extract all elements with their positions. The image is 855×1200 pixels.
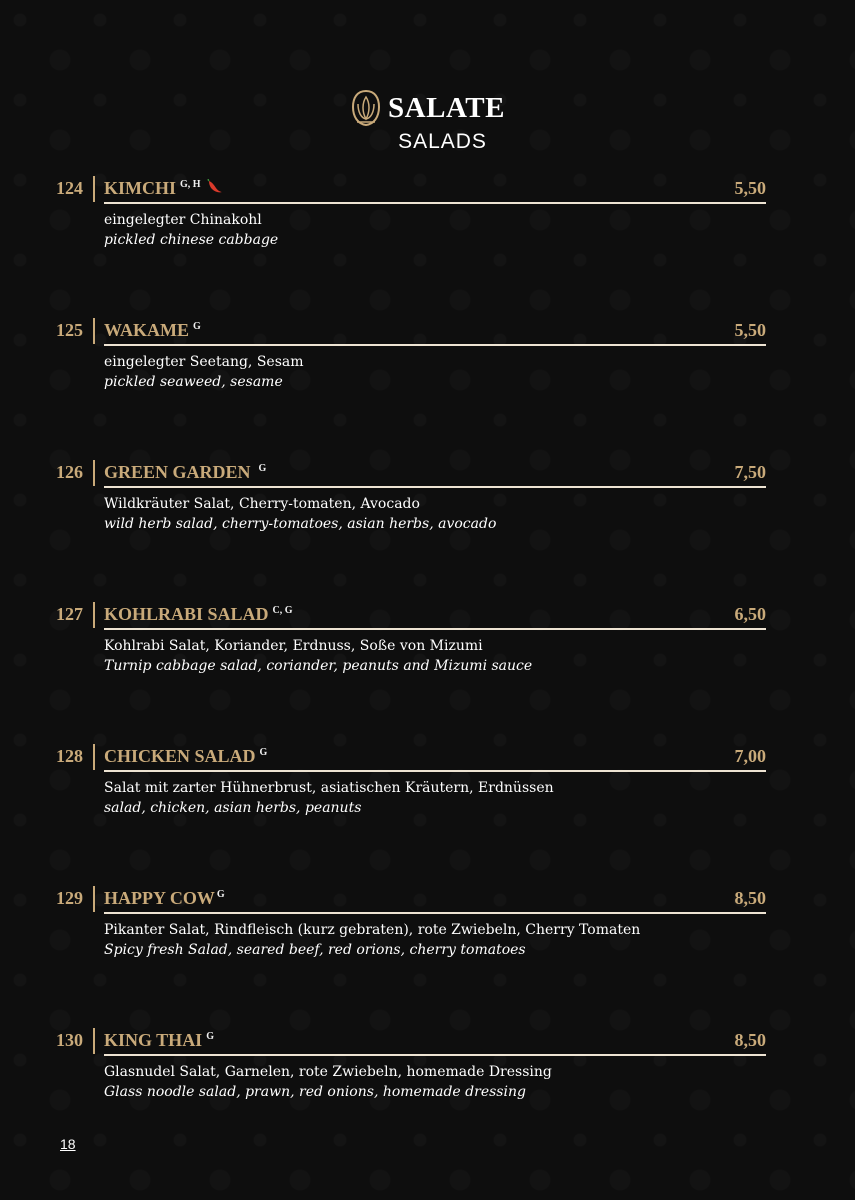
item-name: KOHLRABI SALAD [104,604,269,624]
description-german: Wildkräuter Salat, Cherry-tomaten, Avocado [104,496,420,512]
item-name: KIMCHI [104,178,176,198]
item-allergens: G [259,747,268,758]
menu-item-header [56,462,766,488]
divider-line [104,628,766,630]
item-description [104,920,766,960]
item-allergens: G [193,321,201,332]
divider-line [104,344,766,346]
item-allergens: G, H [180,179,201,190]
item-number: 124 [56,178,83,198]
menu-item-header [56,1030,766,1056]
item-name: CHICKEN SALAD [104,746,256,766]
item-allergens: G [258,463,267,474]
item-price: 7,50 [734,462,766,482]
chili-pepper-icon [207,179,223,193]
separator-bar [93,744,95,770]
item-name-wrapper [104,888,225,909]
page-header [0,88,855,154]
menu-item [56,888,766,960]
item-name: WAKAME [104,320,189,340]
menu-item-header [56,604,766,630]
divider-line [104,1054,766,1056]
separator-bar [93,460,95,486]
menu-item [56,462,766,534]
divider-line [104,202,766,204]
page-number: 18 [60,1136,76,1152]
header-title-row [350,88,505,128]
item-name: KING THAI [104,1030,203,1050]
menu-item [56,1030,766,1102]
description-german: eingelegter Seetang, Sesam [104,354,304,370]
description-english: pickled seaweed, sesame [104,374,283,390]
item-description [104,210,766,250]
item-number: 130 [56,1030,83,1050]
page-title: SALATE [388,91,505,124]
item-name-wrapper [104,604,293,625]
menu-item-header [56,320,766,346]
item-name-wrapper [104,462,266,483]
item-number: 129 [56,888,83,908]
item-number: 128 [56,746,83,766]
item-name-wrapper [104,178,223,199]
description-english: pickled chinese cabbage [104,232,279,248]
description-english: Glass noodle salad, prawn, red onions, homemade dressing [104,1084,526,1100]
menu-item [56,178,766,250]
menu-item-header [56,178,766,204]
lotus-logo-icon [350,88,382,128]
description-german: Pikanter Salat, Rindfleisch (kurz gebraten), rote Zwiebeln, Cherry Tomaten [104,922,641,938]
item-price: 5,50 [734,178,766,198]
description-english: wild herb salad, cherry-tomatoes, asian herbs, avocado [104,516,497,532]
separator-bar [93,886,95,912]
item-allergens: G [206,1031,214,1042]
divider-line [104,912,766,914]
item-description [104,352,766,392]
menu-item [56,320,766,392]
separator-bar [93,602,95,628]
item-name-wrapper [104,320,201,341]
item-allergens: G [216,889,225,900]
item-price: 7,00 [734,746,766,766]
item-price: 6,50 [734,604,766,624]
description-german: Salat mit zarter Hühnerbrust, asiatischen Kräutern, Erdnüssen [104,780,554,796]
item-price: 5,50 [734,320,766,340]
description-english: salad, chicken, asian herbs, peanuts [104,800,362,816]
menu-item-header [56,746,766,772]
page-subtitle: SALADS [398,130,487,153]
item-name-wrapper [104,746,267,767]
description-english: Spicy fresh Salad, seared beef, red orions, cherry tomatoes [104,942,526,958]
item-description [104,636,766,676]
separator-bar [93,318,95,344]
description-german: Glasnudel Salat, Garnelen, rote Zwiebeln, homemade Dressing [104,1064,552,1080]
separator-bar [93,1028,95,1054]
description-german: Kohlrabi Salat, Koriander, Erdnuss, Soße von Mizumi [104,638,483,654]
item-number: 127 [56,604,83,624]
description-english: Turnip cabbage salad, coriander, peanuts and Mizumi sauce [104,658,533,674]
separator-bar [93,176,95,202]
divider-line [104,486,766,488]
menu-item [56,604,766,676]
item-allergens: C, G [272,605,293,616]
item-price: 8,50 [734,1030,766,1050]
item-name: HAPPY COW [104,888,215,908]
description-german: eingelegter Chinakohl [104,212,262,228]
item-description [104,494,766,534]
item-number: 125 [56,320,83,340]
item-name: GREEN GARDEN [104,462,251,482]
menu-item [56,746,766,818]
item-number: 126 [56,462,83,482]
divider-line [104,770,766,772]
item-name-wrapper [104,1030,214,1051]
item-description [104,1062,766,1102]
item-description [104,778,766,818]
item-price: 8,50 [734,888,766,908]
menu-item-header [56,888,766,914]
